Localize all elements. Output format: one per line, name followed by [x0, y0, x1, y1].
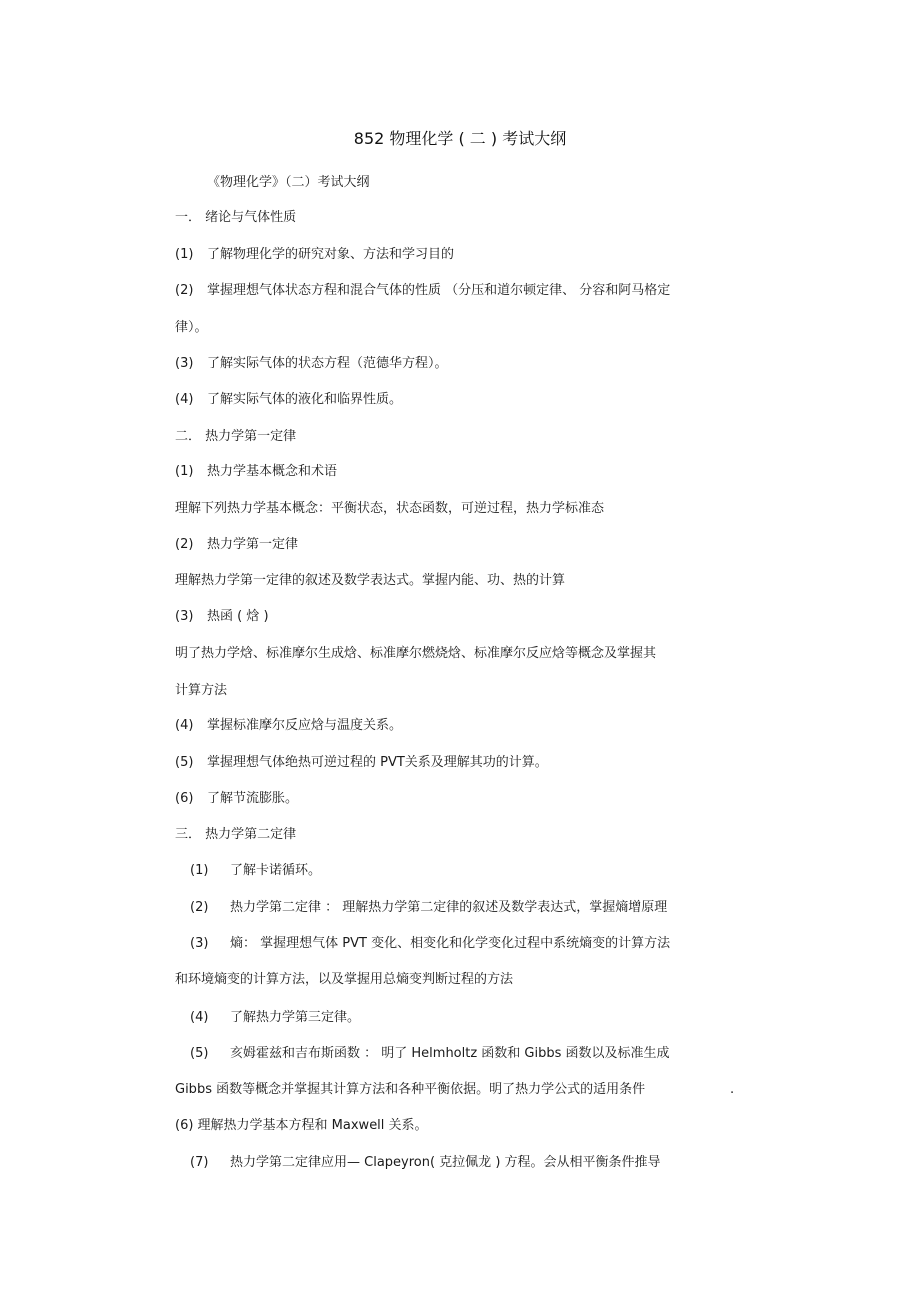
list-item	[175, 717, 402, 735]
list-item	[190, 935, 670, 953]
list-item: (6) 理解热力学基本方程和 Maxwell 关系。	[175, 1118, 428, 1133]
item-number: (4)	[190, 1010, 209, 1025]
section-heading-1: 一． 绪论与气体性质	[175, 210, 297, 225]
item-text: 热力学第一定律	[207, 537, 299, 552]
item-text: 了解实际气体的状态方程（范德华方程）。	[207, 356, 448, 371]
list-item	[175, 536, 298, 554]
section-heading-3: 三． 热力学第二定律	[175, 827, 297, 842]
item-text: 了解卡诺循环。	[230, 863, 322, 878]
item-number: (2)	[175, 537, 194, 552]
item-number: (3)	[190, 936, 209, 951]
item-number: (2)	[190, 900, 209, 915]
item-number: (4)	[175, 718, 194, 733]
list-item-continuation: 律）。	[175, 320, 208, 335]
list-item	[175, 790, 298, 808]
item-text: 了解热力学第三定律。	[230, 1010, 361, 1025]
list-item	[190, 1154, 661, 1172]
list-item	[190, 862, 321, 880]
item-text: 熵： 掌握理想气体 PVT 变化、相变化和化学变化过程中系统熵变的计算方法	[230, 936, 671, 951]
item-text: 热力学基本概念和术语	[207, 464, 338, 479]
item-number: (7)	[190, 1155, 209, 1170]
item-text: 热力学第二定律 ： 理解热力学第二定律的叙述及数学表达式，掌握熵增原理	[230, 900, 668, 915]
list-item	[175, 282, 670, 300]
item-text: 掌握理想气体状态方程和混合气体的性质 （分压和道尔顿定律、 分容和阿马格定	[207, 283, 671, 298]
list-item	[175, 355, 448, 373]
item-text: 热函 ( 焓 )	[207, 609, 269, 624]
trailing-period: .	[730, 1082, 735, 1097]
section-heading-2: 二． 热力学第一定律	[175, 429, 297, 444]
item-text: 了解物理化学的研究对象、方法和学习目的	[207, 247, 455, 262]
list-item	[190, 1009, 360, 1027]
item-text: 热力学第二定律应用— Clapeyron( 克拉佩龙 ) 方程。会从相平衡条件推导	[230, 1155, 661, 1170]
list-item-continuation: Gibbs 函数等概念并掌握其计算方法和各种平衡依据。明了热力学公式的适用条件	[175, 1082, 646, 1097]
item-number: (3)	[175, 356, 194, 371]
document-subtitle: 《物理化学》（二）考试大纲	[207, 175, 370, 190]
paragraph: 计算方法	[175, 683, 228, 698]
list-item	[190, 899, 667, 917]
paragraph: 明了热力学焓、标准摩尔生成焓、标准摩尔燃烧焓、标准摩尔反应焓等概念及掌握其	[175, 646, 657, 661]
item-number: (5)	[190, 1046, 209, 1061]
paragraph: 理解热力学第一定律的叙述及数学表达式。掌握内能、功、热的计算	[175, 573, 566, 588]
item-number: (1)	[190, 863, 209, 878]
list-item	[175, 246, 454, 264]
item-number: (1)	[175, 464, 194, 479]
item-number: (1)	[175, 247, 194, 262]
item-number: (6)	[175, 791, 194, 806]
list-item	[175, 608, 269, 626]
item-number: (4)	[175, 392, 194, 407]
item-text: 掌握标准摩尔反应焓与温度关系。	[207, 718, 403, 733]
item-number: (3)	[175, 609, 194, 624]
list-item	[175, 463, 337, 481]
page-title: 852 物理化学 ( 二 ) 考试大纲	[353, 129, 567, 148]
item-text: 亥姆霍兹和吉布斯函数 ： 明了 Helmholtz 函数和 Gibbs 函数以及标准生成	[230, 1046, 670, 1061]
list-item	[190, 1045, 670, 1063]
list-item	[175, 391, 402, 409]
item-text: 了解实际气体的液化和临界性质。	[207, 392, 403, 407]
item-number: (5)	[175, 755, 194, 770]
paragraph: 理解下列热力学基本概念：平衡状态，状态函数，可逆过程，热力学标准态	[175, 501, 605, 516]
item-number: (2)	[175, 283, 194, 298]
list-item	[175, 754, 548, 772]
list-item-continuation: 和环境熵变的计算方法，以及掌握用总熵变判断过程的方法	[175, 972, 514, 987]
item-text: 掌握理想气体绝热可逆过程的 PVT关系及理解其功的计算。	[207, 755, 548, 770]
item-text: 了解节流膨胀。	[207, 791, 299, 806]
